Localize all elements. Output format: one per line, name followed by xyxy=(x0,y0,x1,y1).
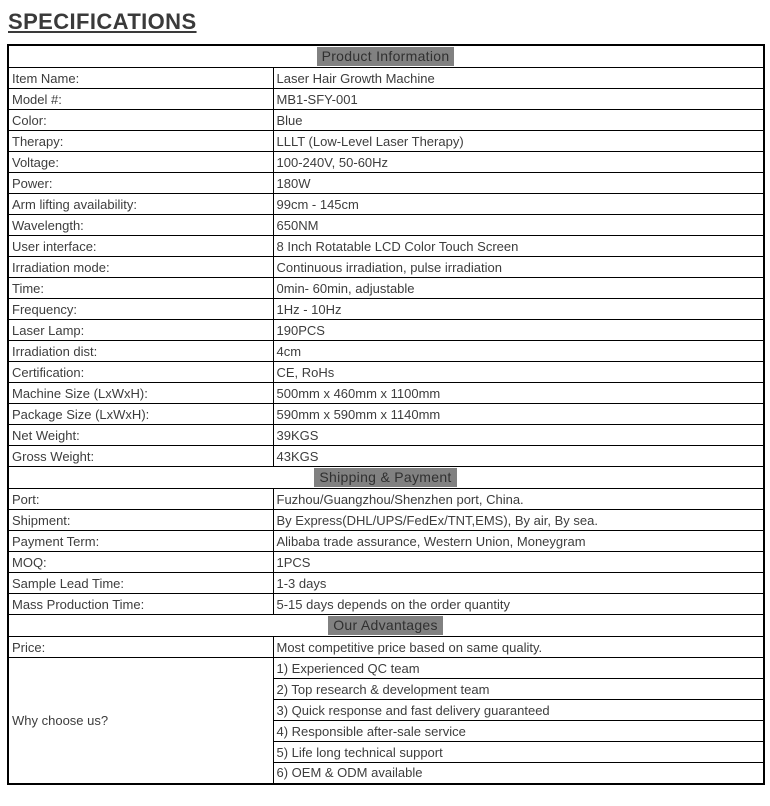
section-header-row xyxy=(8,615,764,637)
table-row xyxy=(8,194,764,215)
spec-label: Irradiation dist: xyxy=(8,341,273,362)
spec-value: Alibaba trade assurance, Western Union, Moneygram xyxy=(273,531,764,552)
table-row xyxy=(8,404,764,425)
spec-label: Color: xyxy=(8,110,273,131)
section-header-row xyxy=(8,467,764,489)
spec-label: Shipment: xyxy=(8,510,273,531)
spec-value: 39KGS xyxy=(273,425,764,446)
table-row xyxy=(8,362,764,383)
spec-table-body xyxy=(8,45,764,784)
spec-value: 43KGS xyxy=(273,446,764,467)
section-header-cell xyxy=(8,467,764,489)
section-header-highlight: Our Advantages xyxy=(328,616,443,635)
table-row xyxy=(8,658,764,679)
spec-label: Irradiation mode: xyxy=(8,257,273,278)
spec-value: 180W xyxy=(273,173,764,194)
spec-label: Time: xyxy=(8,278,273,299)
table-row xyxy=(8,152,764,173)
spec-label: Price: xyxy=(8,637,273,658)
spec-value: 4cm xyxy=(273,341,764,362)
spec-value: Continuous irradiation, pulse irradiation xyxy=(273,257,764,278)
table-row xyxy=(8,68,764,89)
table-row xyxy=(8,510,764,531)
spec-label: Sample Lead Time: xyxy=(8,573,273,594)
spec-label: Laser Lamp: xyxy=(8,320,273,341)
spec-label: User interface: xyxy=(8,236,273,257)
spec-label: MOQ: xyxy=(8,552,273,573)
table-row xyxy=(8,257,764,278)
spec-value: 1Hz - 10Hz xyxy=(273,299,764,320)
spec-value: 5) Life long technical support xyxy=(273,742,764,763)
table-row xyxy=(8,278,764,299)
section-header-highlight: Product Information xyxy=(317,47,455,66)
spec-label: Model #: xyxy=(8,89,273,110)
spec-label: Therapy: xyxy=(8,131,273,152)
spec-label: Wavelength: xyxy=(8,215,273,236)
spec-value: 6) OEM & ODM available xyxy=(273,763,764,784)
spec-value: 8 Inch Rotatable LCD Color Touch Screen xyxy=(273,236,764,257)
section-header-highlight: Shipping & Payment xyxy=(314,468,456,487)
table-row xyxy=(8,446,764,467)
table-row xyxy=(8,383,764,404)
spec-label: Why choose us? xyxy=(8,658,273,784)
section-header-cell xyxy=(8,615,764,637)
spec-label: Voltage: xyxy=(8,152,273,173)
section-header-row xyxy=(8,45,764,68)
spec-value: 5-15 days depends on the order quantity xyxy=(273,594,764,615)
spec-value: 99cm - 145cm xyxy=(273,194,764,215)
spec-label: Net Weight: xyxy=(8,425,273,446)
spec-value: 1) Experienced QC team xyxy=(273,658,764,679)
spec-value: 590mm x 590mm x 1140mm xyxy=(273,404,764,425)
table-row xyxy=(8,89,764,110)
spec-value: Blue xyxy=(273,110,764,131)
table-row xyxy=(8,236,764,257)
section-header-cell xyxy=(8,45,764,68)
table-row xyxy=(8,552,764,573)
specifications-table xyxy=(7,44,765,785)
table-row xyxy=(8,573,764,594)
spec-label: Payment Term: xyxy=(8,531,273,552)
spec-value: 190PCS xyxy=(273,320,764,341)
spec-value: Most competitive price based on same quality. xyxy=(273,637,764,658)
spec-value: MB1-SFY-001 xyxy=(273,89,764,110)
spec-label: Item Name: xyxy=(8,68,273,89)
spec-value: 1PCS xyxy=(273,552,764,573)
table-row xyxy=(8,131,764,152)
table-row xyxy=(8,173,764,194)
spec-label: Mass Production Time: xyxy=(8,594,273,615)
spec-label: Frequency: xyxy=(8,299,273,320)
table-row xyxy=(8,489,764,510)
spec-label: Package Size (LxWxH): xyxy=(8,404,273,425)
table-row xyxy=(8,215,764,236)
spec-label: Certification: xyxy=(8,362,273,383)
table-row xyxy=(8,425,764,446)
spec-label: Gross Weight: xyxy=(8,446,273,467)
table-row xyxy=(8,341,764,362)
spec-value: 650NM xyxy=(273,215,764,236)
spec-label: Arm lifting availability: xyxy=(8,194,273,215)
table-row xyxy=(8,299,764,320)
spec-value: 100-240V, 50-60Hz xyxy=(273,152,764,173)
table-row xyxy=(8,531,764,552)
spec-value: 1-3 days xyxy=(273,573,764,594)
table-row xyxy=(8,320,764,341)
spec-value: 4) Responsible after-sale service xyxy=(273,721,764,742)
spec-value: Fuzhou/Guangzhou/Shenzhen port, China. xyxy=(273,489,764,510)
spec-label: Port: xyxy=(8,489,273,510)
spec-value: Laser Hair Growth Machine xyxy=(273,68,764,89)
spec-value: LLLT (Low-Level Laser Therapy) xyxy=(273,131,764,152)
spec-label: Power: xyxy=(8,173,273,194)
spec-value: 2) Top research & development team xyxy=(273,679,764,700)
table-row xyxy=(8,594,764,615)
page-title: SPECIFICATIONS xyxy=(8,9,197,34)
spec-value: 3) Quick response and fast delivery guaranteed xyxy=(273,700,764,721)
spec-value: CE, RoHs xyxy=(273,362,764,383)
spec-label: Machine Size (LxWxH): xyxy=(8,383,273,404)
spec-value: By Express(DHL/UPS/FedEx/TNT,EMS), By air, By sea. xyxy=(273,510,764,531)
table-row xyxy=(8,637,764,658)
spec-value: 0min- 60min, adjustable xyxy=(273,278,764,299)
table-row xyxy=(8,110,764,131)
spec-value: 500mm x 460mm x 1100mm xyxy=(273,383,764,404)
